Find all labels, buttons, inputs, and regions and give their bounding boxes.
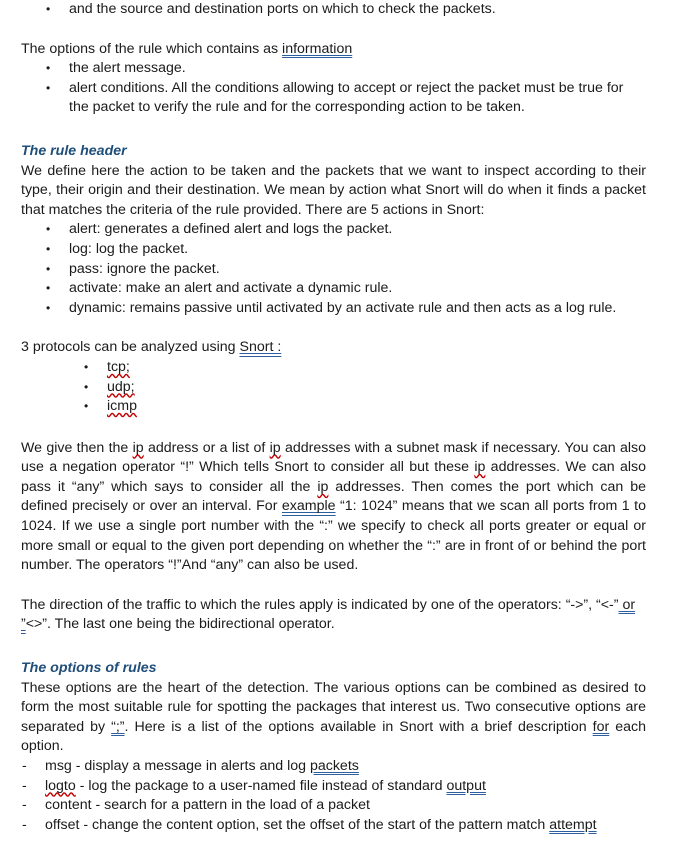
options-rules-heading: The options of rules (21, 660, 157, 677)
snort-link[interactable]: Snort : (239, 339, 282, 356)
list-item: • udp; (21, 378, 646, 398)
list-item: • activate: make an alert and activate a dynamic rule. (21, 279, 646, 299)
options-intro-list (21, 59, 646, 118)
actions-list (21, 220, 646, 318)
attempt-link[interactable]: attempt (549, 816, 597, 833)
top-bullet-list (21, 0, 646, 20)
ip-paragraph: We give then the ip address or a list of ip addresses with a subnet mask if necessary. You can also use a negation operator “!” Which tells Snort to consider all but these ip addresses. We can also pass it “any” which says to consider all the ip addresses. Then comes the port which can be defined precisely or over an interval. For example “1: 1024” means that we scan all ports from 1 to 1024. If we use a single port number with the “:” we specify to check all ports greater or equal or more small or equal to the given port depending on whether the “:” are in front of or behind the port number. The operators “!”And “any” can also be used. (21, 439, 646, 574)
list-item: - msg - display a message in alerts and log packets (21, 757, 646, 777)
direction-paragraph: The direction of the traffic to which the rules apply is indicated by one of the operators: “->”, “<-” or ”<>”. The last one being the bidirectional operator. (21, 596, 636, 633)
list-item: • icmp (21, 397, 646, 417)
list-item: • and the source and destination ports on which to check the packets. (21, 0, 646, 20)
or-link[interactable]: or ” (21, 596, 636, 633)
for-link[interactable]: for (592, 718, 610, 735)
example-link[interactable]: example (281, 498, 336, 515)
document-page (21, 0, 646, 835)
output-link[interactable]: output (446, 777, 486, 794)
list-item: • alert: generates a defined alert and logs the packet. (21, 220, 646, 240)
options-list (21, 757, 646, 835)
protocols-list (21, 358, 646, 417)
list-item: • dynamic: remains passive until activated by an activate rule and then acts as a log rule. (21, 299, 646, 319)
list-item: • log: log the packet. (21, 240, 646, 260)
list-item: • tcp; (21, 358, 646, 378)
list-item: • alert conditions. All the conditions allowing to accept or reject the packet must be true for the packet to verify the rule and for the corresponding action to be taken. (21, 79, 646, 118)
protocols-intro: 3 protocols can be analyzed using Snort : (21, 339, 282, 356)
rule-header-paragraph: We define here the action to be taken and the packets that we want to inspect according to their type, their origin and their destination. We mean by action what Snort will do when it finds a packet that matches the criteria of the rule provided. There are 5 actions in Snort: (21, 162, 646, 218)
list-item: - logto - log the package to a user-named file instead of standard output (21, 777, 646, 797)
list-item: - content - search for a pattern in the load of a packet (21, 796, 646, 816)
list-item: • pass: ignore the packet. (21, 260, 646, 280)
separator-link[interactable]: “;” (111, 718, 125, 735)
packets-link[interactable]: packets (309, 758, 359, 774)
list-item: - offset - change the content option, set the offset of the start of the pattern match attempt (21, 816, 646, 836)
options-rules-paragraph: These options are the heart of the detection. The various options can be combined as desired to form the most suitable rule for spotting the packages that interest us. Two consecutive options are separated by “;”. Here is a list of the options available in Snort with a brief description for each option. (21, 679, 646, 755)
information-link[interactable]: information (282, 40, 353, 57)
options-intro: The options of the rule which contains as information (21, 40, 353, 57)
list-item: • the alert message. (21, 59, 646, 79)
rule-header-heading: The rule header (21, 142, 127, 159)
